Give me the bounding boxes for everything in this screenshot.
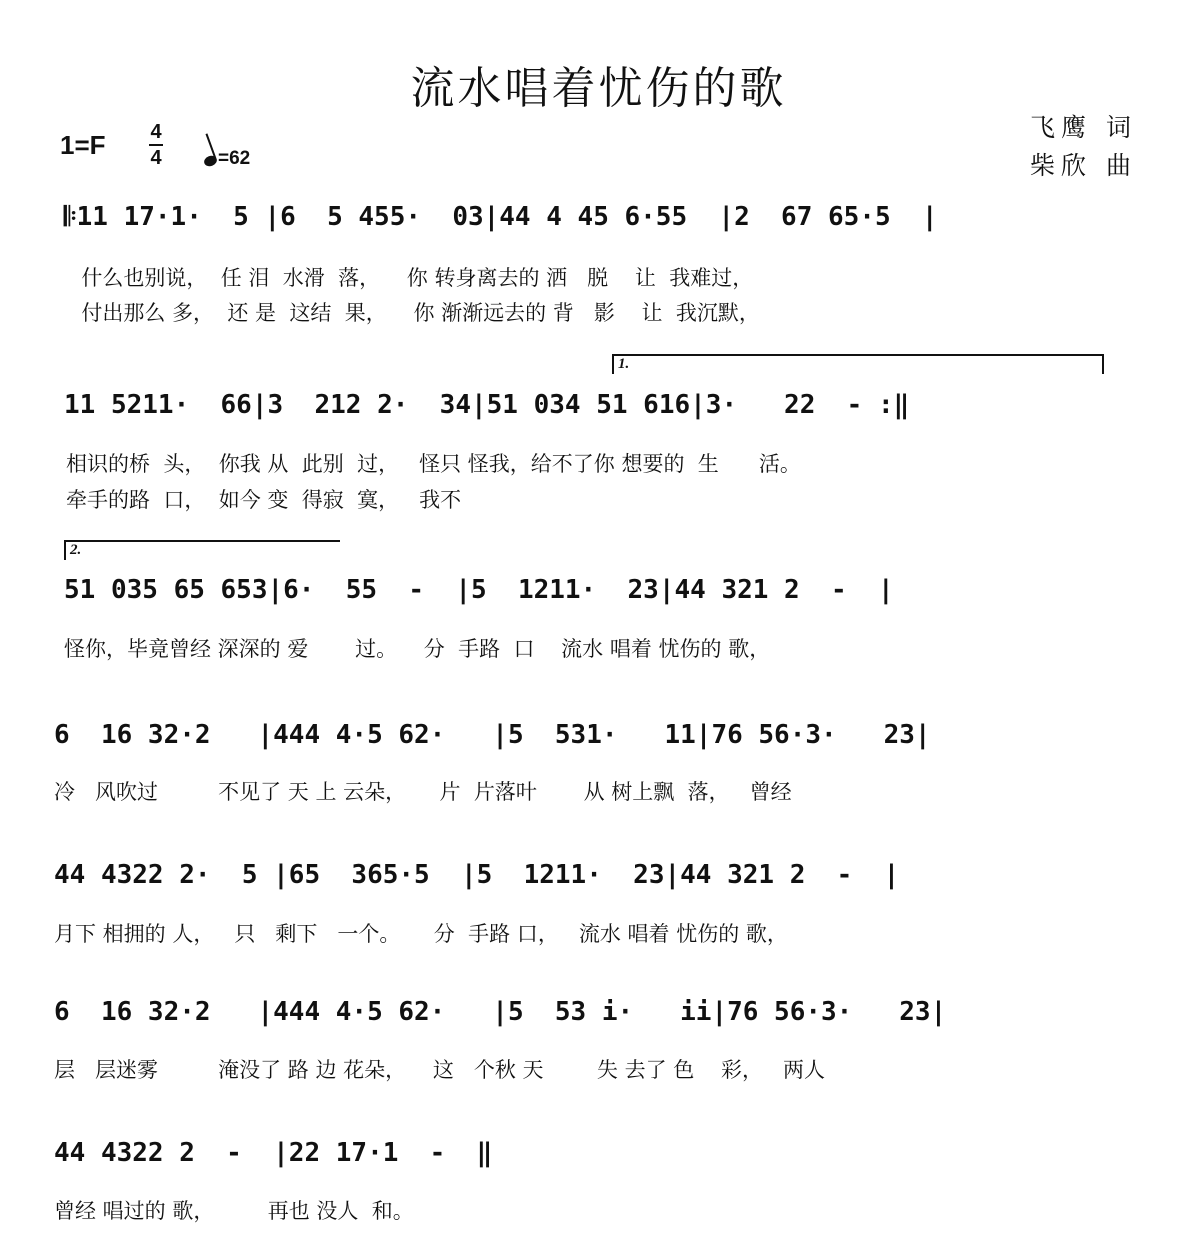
key-signature: 1=F [60,130,106,160]
lyricist-credit: 飞鹰 词 [1030,113,1137,142]
time-signature [148,120,164,170]
volta-1-label: 1. [618,356,630,372]
tempo-marking [204,148,250,170]
time-signature-top: 4 [150,121,162,143]
system-5-lyrics: 月下 相拥的 人， 只 剩下 一个。 分 手路 口， 流水 唱着 忧伤的 歌， [54,922,788,946]
system-7-notes: 44 4322 2 - |22 17·1 - ‖ [54,1138,493,1168]
system-1-lyrics-verse-1: 什么也别说， 任 泪 水滑 落， 你 转身离去的 洒 脱 让 我难过， [68,266,754,290]
system-4-lyrics: 冷 风吹过 不见了 天 上 云朵， 片 片落叶 从 树上飘 落， 曾经 [54,780,792,804]
quarter-note-icon [203,154,219,168]
volta-2-label: 2. [70,542,82,558]
system-6-lyrics: 层 层迷雾 淹没了 路 边 花朵， 这 个秋 天 失 去了 色 彩， 两人 [54,1058,826,1082]
time-signature-bottom: 4 [150,147,162,169]
system-7-lyrics: 曾经 唱过的 歌， 再也 没人 和。 [54,1199,414,1223]
system-2-lyrics-verse-2: 牵手的路 口， 如今 变 得寂 寞， 我不 [66,488,462,512]
system-6-notes: 6 16 32·2 |444 4·5 62· |5 53 i· ii|76 56·3· 23| [54,997,947,1027]
system-1-notes: 𝄆11 17·1· 5 |6 5 455· 03|44 4 45 6·55 |2 67 65·5 | [64,202,938,232]
system-4-notes: 6 16 32·2 |444 4·5 62· |5 531· 11|76 56·3· 23| [54,720,931,750]
system-3-lyrics: 怪你，毕竟曾经 深深的 爱 过。 分 手路 口 流水 唱着 忧伤的 歌， [64,637,771,661]
system-2-lyrics-verse-1: 相识的桥 头， 你我 从 此别 过， 怪只 怪我，给不了你 想要的 生 活。 [66,452,801,476]
tempo-value: =62 [218,148,251,169]
composer-credit: 柴欣 曲 [1030,151,1137,180]
system-1-lyrics-verse-2: 付出那么 多， 还 是 这结 果， 你 渐渐远去的 背 影 让 我沉默， [68,301,760,325]
system-5-notes: 44 4322 2· 5 |65 365·5 |5 1211· 23|44 321 2 - | [54,860,900,890]
volta-2-bracket [64,540,340,560]
volta-1-bracket [612,354,1104,374]
system-2-notes: 11 5211· 66|3 212 2· 34|51 034 51 616|3· 22 - :‖ [64,390,910,420]
song-title: 流水唱着忧伤的歌 [410,63,787,114]
system-3-notes: 51 035 65 653|6· 55 - |5 1211· 23|44 321 2 - | [64,575,894,605]
